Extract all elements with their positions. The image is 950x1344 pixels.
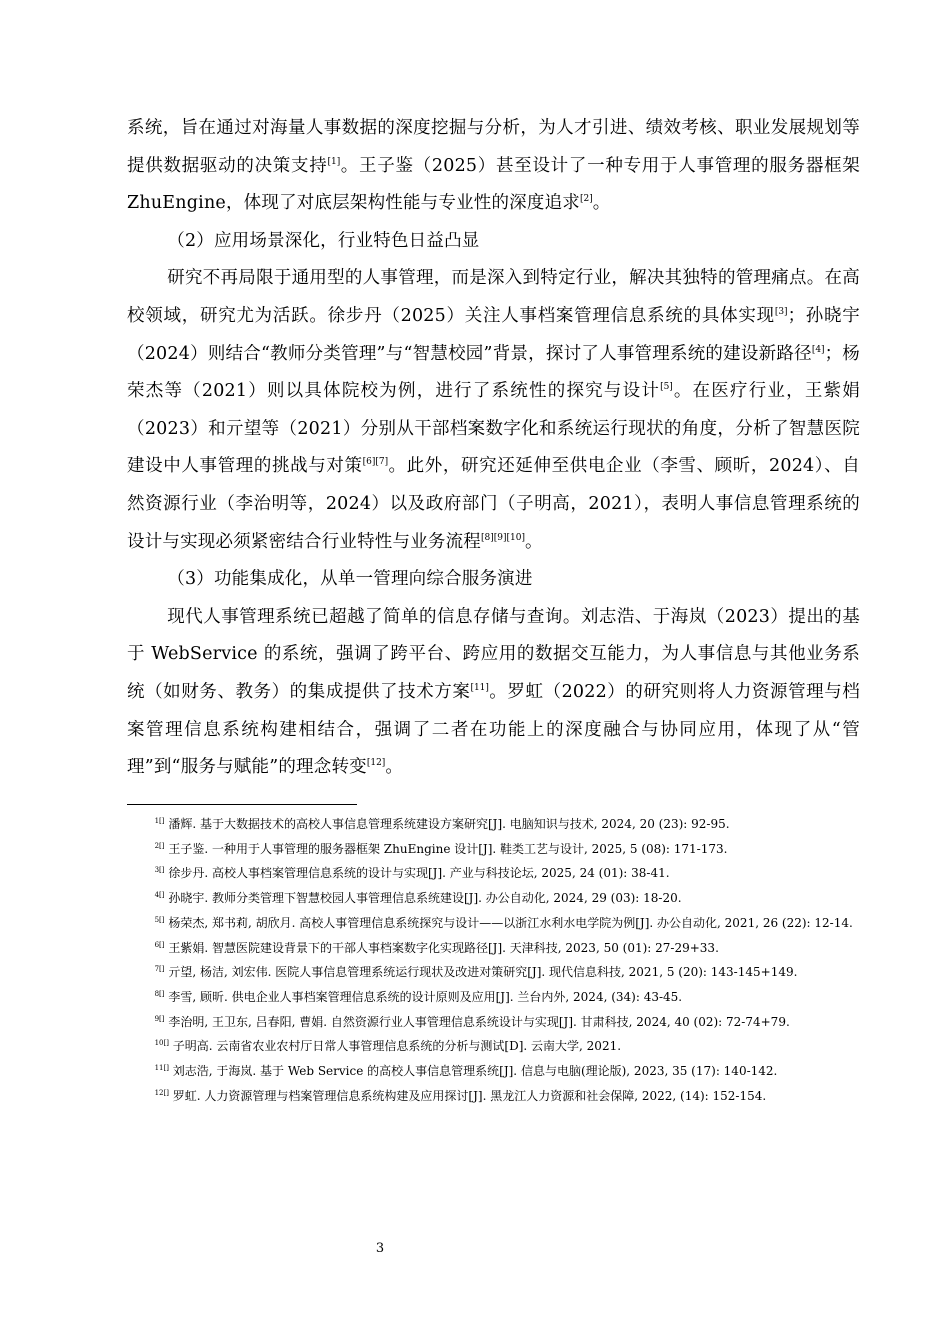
footnote-text: 徐步丹. 高校人事档案管理信息系统的设计与实现[J]. 产业与科技论坛, 2025, 24 (01): 38-41.: [168, 866, 670, 881]
footnote: [127, 985, 860, 1010]
footnote: [127, 861, 860, 886]
footnote-mark: 10[]: [154, 1039, 169, 1048]
paragraph-text: 。: [385, 757, 404, 778]
paragraph-text: 研究不再局限于通用型的人事管理，而是深入到特定行业，解决其独特的管理痛点。在高校领域，研究尤为活跃。徐步丹（2025）关注人事档案管理信息系统的具体实现: [127, 268, 860, 326]
footnote-mark: 4[]: [154, 891, 165, 900]
footnote: [127, 886, 860, 911]
footnote-text: 刘志浩, 于海岚. 基于 Web Service 的高校人事信息管理系统[J]. 信息与电脑(理论版), 2023, 35 (17): 140-142.: [172, 1064, 778, 1079]
footnote-mark: 11[]: [154, 1064, 169, 1073]
footnote-text: 孙晓宇. 教师分类管理下智慧校园人事管理信息系统建设[J]. 办公自动化, 2024, 29 (03): 18-20.: [168, 891, 682, 906]
footnote: [127, 960, 860, 985]
footnote: [127, 1084, 860, 1109]
footnotes: [127, 812, 860, 1108]
paragraph-continuation: [127, 110, 860, 223]
paragraph-text: 现代人事管理系统已超越了简单的信息存储与查询。刘志浩、于海岚（2023）提出的基于 WebService 的系统，强调了跨平台、跨应用的数据交互能力，为人事信息与其他业务系统（如财务、教务）的集成提供了技术方案: [127, 606, 860, 702]
footnote-separator: [127, 804, 357, 805]
paragraph-industry: [127, 260, 860, 561]
footnote-text: 杨荣杰, 郑书莉, 胡欣月. 高校人事管理信息系统探究与设计——以浙江水利水电学院为例[J]. 办公自动化, 2021, 26 (22): 12-14.: [168, 915, 853, 930]
paragraph-text: 系统，旨在通过对海量人事数据的深度挖掘与分析，为人才引进、绩效考核、职业发展规划等提供数据驱动的决策支持: [127, 118, 860, 176]
body-text: [127, 110, 860, 787]
footnote-mark: 9[]: [154, 1014, 165, 1023]
footnote-mark: 2[]: [154, 841, 165, 850]
footnote: [127, 1034, 860, 1059]
footnote-text: 李治明, 王卫东, 吕春阳, 曹娟. 自然资源行业人事管理信息系统设计与实现[J]. 甘肃科技, 2024, 40 (02): 72-74+79.: [168, 1014, 790, 1029]
footnote: [127, 837, 860, 862]
paragraph-text: 。王子鉴（2025）甚至设计了一种专用于人事管理的服务器框架 ZhuEngine，体现了对底层架构性能与专业性的深度追求: [127, 155, 860, 214]
citation-ref[interactable]: [2]: [579, 194, 593, 205]
footnote-text: 王紫娟. 智慧医院建设背景下的干部人事档案数字化实现路径[J]. 天津科技, 2023, 50 (01): 27-29+33.: [168, 940, 719, 955]
citation-ref[interactable]: [5]: [660, 382, 673, 393]
footnote-mark: 6[]: [154, 940, 165, 949]
footnote-mark: 12[]: [154, 1088, 169, 1097]
footnote-mark: 5[]: [154, 915, 165, 924]
footnote-mark: 3[]: [154, 866, 165, 875]
footnote-text: 子明高. 云南省农业农村厅日常人事管理信息系统的分析与测试[D]. 云南大学, 2021.: [172, 1039, 622, 1054]
paragraph-text: ；杨荣杰等（2021）则以具体院校为例，进行了系统性的探究与设计: [127, 343, 860, 402]
paragraph-text: 。: [524, 531, 543, 552]
footnote: [127, 936, 860, 961]
paragraph-text: 。在医疗行业，王紫娟（2023）和亓望等（2021）分别从干部档案数字化和系统运行现状的角度，分析了智慧医院建设中人事管理的挑战与对策: [127, 381, 861, 477]
citation-ref[interactable]: [1]: [327, 156, 341, 167]
paragraph-text: ；孙晓宇（2024）则结合“教师分类管理”与“智慧校园”背景，探讨了人事管理系统的建设新路径: [127, 305, 860, 364]
footnote: [127, 812, 860, 837]
section-heading: （2）应用场景深化，行业特色日益凸显: [167, 230, 480, 251]
paragraph-text: 。此外，研究还延伸至供电企业（李雪、顾昕，2024）、自然资源行业（李治明等，2024）以及政府部门（子明高，2021），表明人事信息管理系统的设计与实现必须紧密结合行业特性与业务流程: [127, 456, 860, 552]
citation-ref[interactable]: [12]: [366, 758, 386, 769]
footnote-text: 罗虹. 人力资源管理与档案管理信息系统构建及应用探讨[J]. 黑龙江人力资源和社会保障, 2022, (14): 152-154.: [172, 1088, 767, 1103]
footnote-mark: 7[]: [154, 965, 165, 974]
footnote: [127, 911, 860, 936]
citation-ref[interactable]: [3]: [774, 306, 788, 317]
paragraph-integration: [127, 599, 860, 787]
footnote-text: 李雪, 顾昕. 供电企业人事档案管理信息系统的设计原则及应用[J]. 兰台内外, 2024, (34): 43-45.: [168, 989, 683, 1004]
citation-ref[interactable]: [4]: [811, 344, 825, 355]
footnote-text: 王子鉴. 一种用于人事管理的服务器框架 ZhuEngine 设计[J]. 鞋类工艺与设计, 2025, 5 (08): 171-173.: [168, 841, 728, 856]
footnote-text: 潘辉. 基于大数据技术的高校人事信息管理系统建设方案研究[J]. 电脑知识与技术, 2024, 20 (23): 92-95.: [168, 817, 730, 831]
footnote: [127, 1059, 860, 1084]
citation-ref[interactable]: [8][9][10]: [481, 532, 525, 543]
footnote-mark: 8[]: [154, 989, 165, 998]
citation-ref[interactable]: [6][7]: [362, 457, 389, 468]
paragraph-text: 。罗虹（2022）的研究则将人力资源管理与档案管理信息系统构建相结合，强调了二者在功能上的深度融合与协同应用，体现了从“管理”到“服务与赋能”的理念转变: [127, 681, 860, 778]
page-number: 3: [375, 1241, 385, 1256]
citation-ref[interactable]: [11]: [470, 682, 489, 693]
footnote: [127, 1010, 860, 1035]
footnote-mark: 1[]: [154, 817, 165, 825]
footnote-text: 亓望, 杨洁, 刘宏伟. 医院人事信息管理系统运行现状及改进对策研究[J]. 现代信息科技, 2021, 5 (20): 143-145+149.: [168, 965, 798, 980]
paragraph-text: 。: [592, 193, 611, 214]
section-heading: （3）功能集成化，从单一管理向综合服务演进: [167, 569, 533, 590]
